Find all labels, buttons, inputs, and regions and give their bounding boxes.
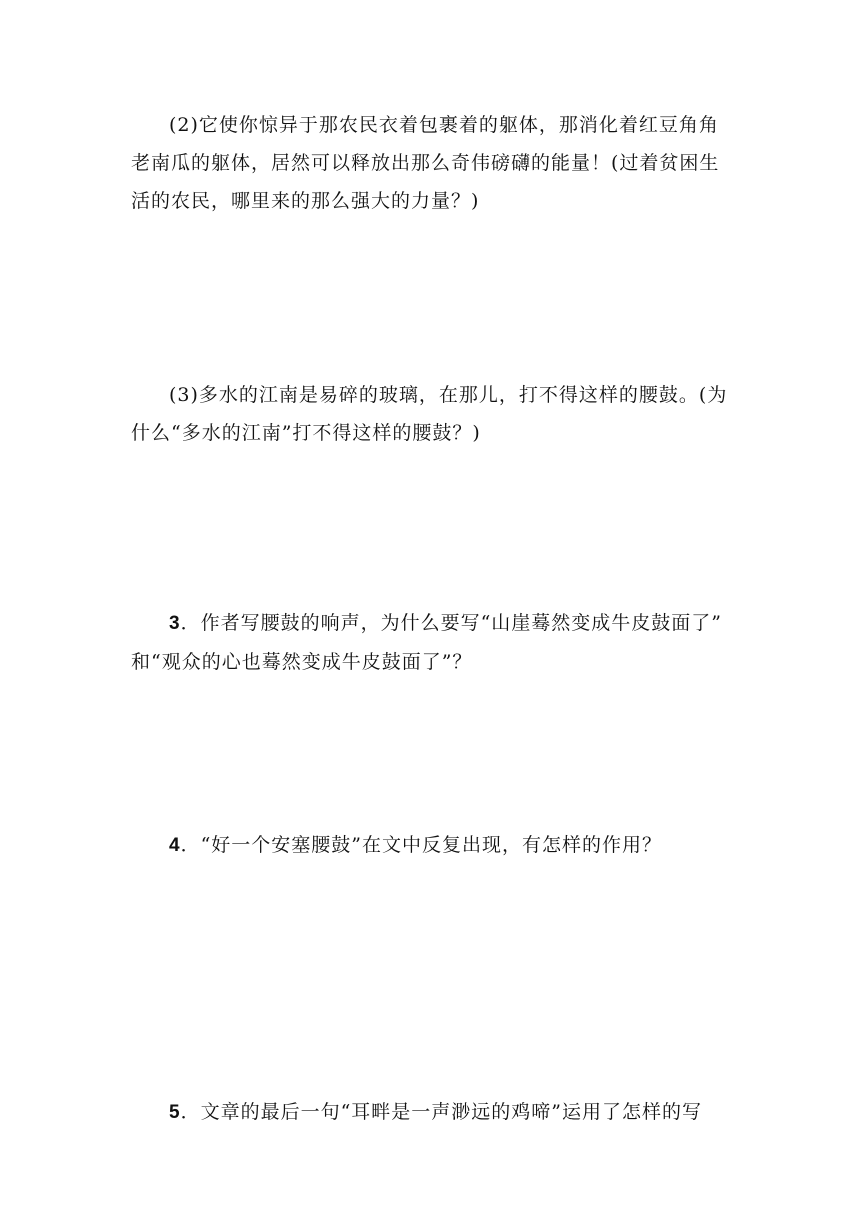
sub-question-2-line-3: 活的农民，哪里来的那么强大的力量？) [131,190,480,212]
sub-question-2-line-2: 老南瓜的躯体，居然可以释放出那么奇伟磅礴的能量！(过着贫困生 [131,152,720,174]
question-3 [131,604,741,681]
question-5 [131,1093,741,1132]
question-3-number: 3 [169,613,181,634]
question-5-line-1 [131,1093,741,1132]
sub-question-3-line-2: 什么“多水的江南”打不得这样的腰鼓？) [131,422,481,444]
question-3-line-1 [131,604,741,643]
question-4-line-1 [131,826,741,865]
sub-question-3-line-1: (3)多水的江南是易碎的玻璃，在那儿，打不得这样的腰鼓。(为 [169,384,728,406]
sub-question-2-line-1: (2)它使你惊异于那农民衣着包裹着的躯体，那消化着红豆角角 [169,114,719,136]
question-4-number: 4 [169,835,181,856]
sub-question-2 [131,106,741,220]
sub-question-3 [131,376,741,452]
question-4-text: ．“好一个安塞腰鼓”在文中反复出现，有怎样的作用？ [180,834,663,856]
question-5-number: 5 [169,1102,181,1123]
question-5-text: ．文章的最后一句“耳畔是一声渺远的鸡啼”运用了怎样的写 [180,1101,703,1123]
question-4 [131,826,741,865]
question-3-line-2: 和“观众的心也蓦然变成牛皮鼓面了”？ [131,651,473,673]
question-3-text-1: ．作者写腰鼓的响声，为什么要写“山崖蓦然变成牛皮鼓面了” [180,612,723,634]
